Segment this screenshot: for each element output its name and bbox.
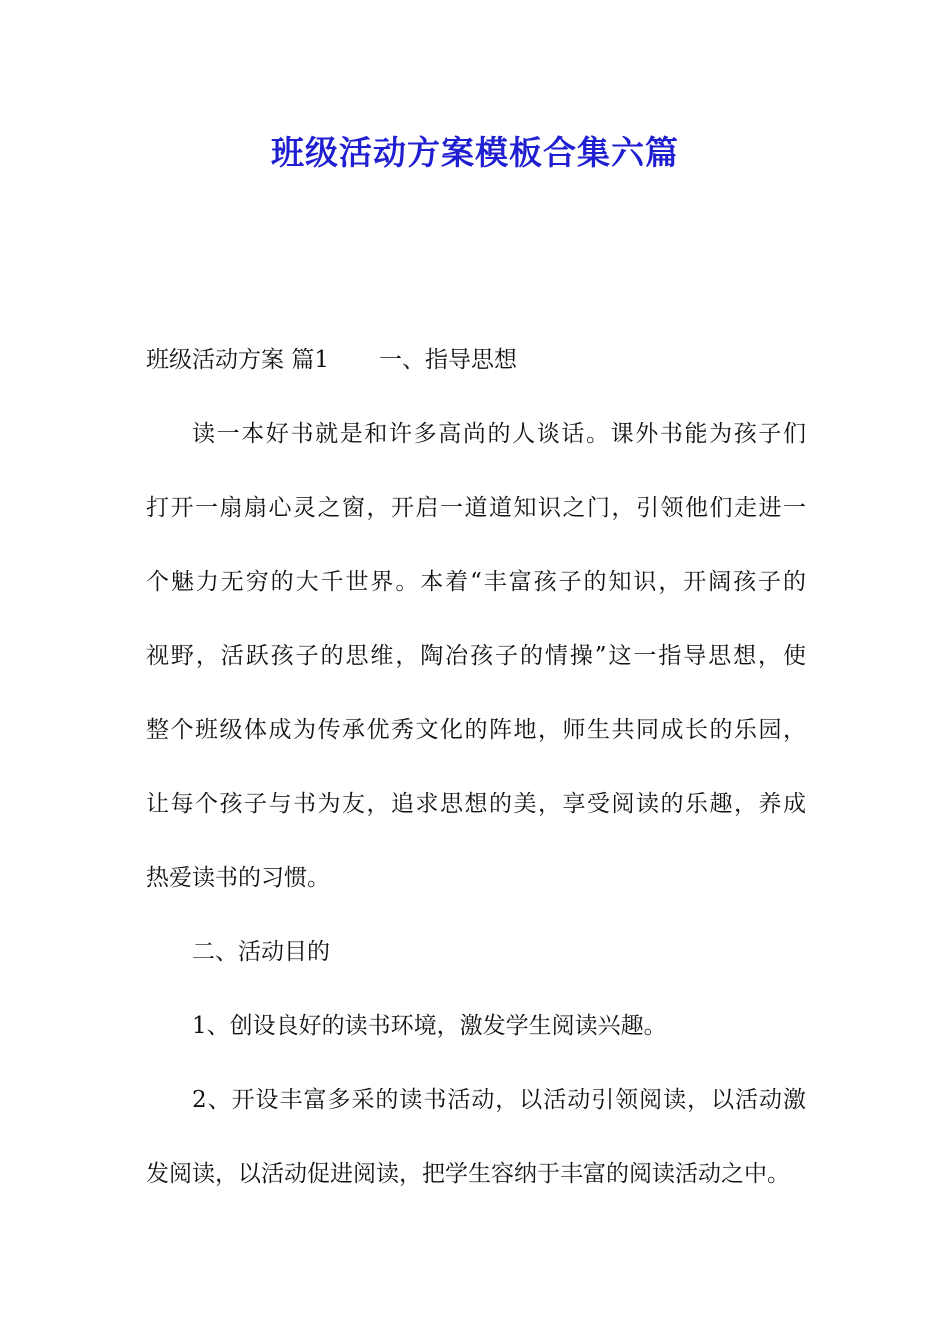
list-item-2-line: 发阅读，以活动促进阅读，把学生容纳于丰富的阅读活动之中。 (146, 1161, 790, 1187)
paragraph-line: 打开一扇扇心灵之窗，开启一道道知识之门，引领他们走进一 (146, 495, 806, 521)
document-title: 班级活动方案模板合集六篇 (271, 133, 679, 172)
paragraph-line: 热爱读书的习惯。 (146, 865, 330, 891)
list-item-2-line: 2、开设丰富多采的读书活动，以活动引领阅读，以活动激 (192, 1087, 806, 1113)
paragraph-line: 整个班级体成为传承优秀文化的阵地，师生共同成长的乐园， (146, 717, 806, 743)
section-number: 篇1 (291, 347, 329, 373)
section-heading-line (146, 337, 806, 383)
paragraph-line: 视野，活跃孩子的思维，陶冶孩子的情操”这一指导思想，使 (146, 643, 806, 669)
paragraph-line: 让每个孩子与书为友，追求思想的美，享受阅读的乐趣，养成 (146, 791, 806, 817)
section-heading: 班级活动方案 (146, 347, 284, 373)
paragraph-line: 读一本好书就是和许多高尚的人谈话。课外书能为孩子们 (192, 421, 806, 447)
paragraph-line: 个魅力无穷的大千世界。本着“丰富孩子的知识，开阔孩子的 (146, 569, 806, 595)
part1-heading: 一、指导思想 (378, 347, 517, 373)
list-item-1: 1、创设良好的读书环境，激发学生阅读兴趣。 (192, 1013, 667, 1039)
part2-heading: 二、活动目的 (192, 939, 330, 965)
document-body (146, 337, 806, 1225)
